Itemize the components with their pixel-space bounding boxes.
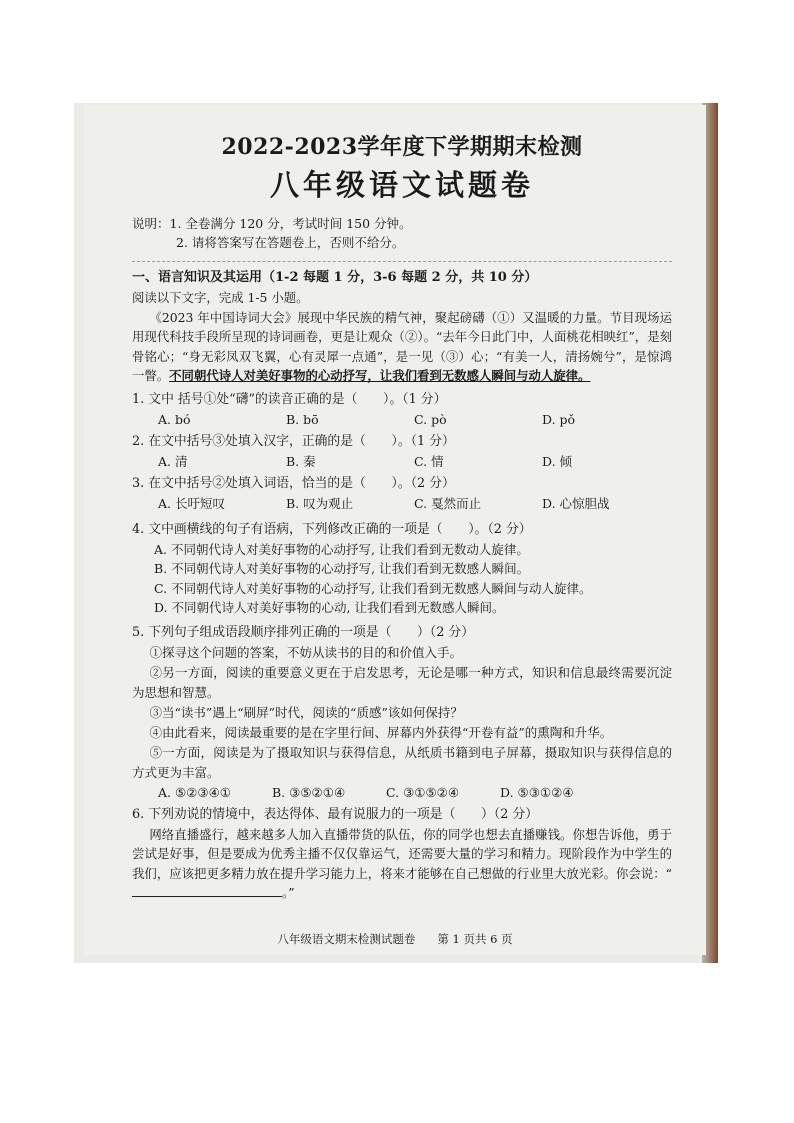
- instruction-1: 1. 全卷满分 120 分，考试时间 150 分钟。: [169, 216, 412, 231]
- question-2-stem: 2. 在文中括号③处填入汉字，正确的是（ ）。（1 分）: [132, 433, 455, 449]
- question-5-stem: 5. 下列句子组成语段顺序排列正确的一项是（ ）（2 分）: [132, 624, 475, 640]
- option: A. 不同朝代诗人对美好事物的心动抒写, 让我们看到无数动人旋律。: [154, 541, 529, 557]
- option: A. ⑤②③④①: [158, 784, 232, 800]
- sentence: ④由此看来，阅读最重要的是在字里行间、屏幕内外获得“开卷有益”的熏陶和升华。: [149, 724, 613, 740]
- question-2-options: [132, 452, 672, 472]
- section-heading: 一、语言知识及其运用（1-2 每题 1 分，3-6 每题 2 分，共 10 分）: [132, 270, 538, 285]
- sentence: ③当“读书”遇上“刷屏”时代，阅读的“质感”该如何保持？: [149, 704, 463, 720]
- option: A. 长吁短叹: [158, 495, 225, 511]
- option: B. 叹为观止: [286, 495, 354, 511]
- reading-passage: [132, 308, 672, 386]
- question-5-options: [132, 783, 672, 803]
- question-6-context: [132, 825, 672, 903]
- photo-frame: [74, 103, 718, 963]
- question-3-options: [132, 494, 672, 514]
- sentence: ②另一方面，阅读的重要意义更在于启发思考，无论是哪一种方式，知识和信息最终需要沉淀为思想和智慧。: [132, 664, 672, 700]
- option: C. 不同朝代诗人对美好事物的心动抒写, 让我们看到无数感人瞬间与动人旋律。: [154, 580, 592, 596]
- sentence: ①探寻这个问题的答案，不妨从读书的目的和价值入手。: [149, 644, 463, 660]
- instructions-block: [132, 214, 672, 252]
- question-5-sentences: [132, 643, 672, 783]
- option: B. bō: [286, 411, 319, 427]
- footer-exam-name: 八年级语文期末检测试题卷: [277, 932, 416, 946]
- exam-content: [132, 130, 672, 903]
- option: D. ⑤③①②④: [500, 784, 574, 800]
- passage-text: 《2023 年中国诗词大会》展现中华民族的精气神，聚起磅礴（①）又温暖的力量。节目现场运用现代科技手段所呈现的诗词画卷，更是让观众（②）。“去年今日此门中，人面桃花相映红”，是刻骨铭心；“身无彩凤双飞翼，心有灵犀一点通”，是一见（③）心；“有美一人，清扬婉兮”，是惊鸿一瞥。: [132, 309, 672, 383]
- passage-underlined-sentence: 不同朝代诗人对美好事物的心动抒写，让我们看到无数感人瞬间与动人旋律。: [169, 368, 591, 383]
- option: D. 倾: [542, 453, 573, 469]
- option: B. 秦: [286, 453, 316, 469]
- option: C. 情: [414, 453, 444, 469]
- question-1-options: [132, 410, 672, 430]
- option: B. ③⑤②①④: [272, 784, 346, 800]
- question-1-stem: 1. 文中 括号①处“礴”的读音正确的是（ ）。（1 分）: [132, 391, 447, 407]
- instruction-2: 2. 请将答案写在答题卷上，否则不给分。: [176, 235, 405, 250]
- option: C. 戛然而止: [414, 495, 482, 511]
- option: D. pǒ: [542, 411, 576, 427]
- exam-title-line2: 八年级语文试题卷: [269, 168, 534, 202]
- option: D. 不同朝代诗人对美好事物的心动, 让我们看到无数感人瞬间。: [154, 600, 505, 615]
- option: C. ③①⑤②④: [386, 784, 460, 800]
- section-instruction: 阅读以下文字，完成 1-5 小题。: [132, 290, 309, 305]
- option: A. 清: [158, 453, 188, 469]
- option: D. 心惊胆战: [542, 495, 610, 511]
- question-3-stem: 3. 在文中括号②处填入词语，恰当的是（ ）。（2 分）: [132, 475, 455, 491]
- exam-page: [84, 105, 706, 955]
- question-4-stem: 4. 文中画横线的句子有语病，下列修改正确的一项是（ ）。（2 分）: [132, 521, 532, 537]
- option: B. 不同朝代诗人对美好事物的心动抒写, 让我们看到无数感人瞬间。: [154, 561, 530, 576]
- option: A. bó: [158, 411, 191, 427]
- context-text: 网络直播盛行，越来越多人加入直播带货的队伍，你的同学也想去直播赚钱。你想告诉他，勇于尝试是好事，但是要成为优秀主播不仅仅靠运气，还需要大量的学习和精力。现阶段作为中学生的我们，应该把更多精力放在提升学习能力上，将来才能够在自己想做的行业里大放光彩。你会说：“: [132, 826, 672, 881]
- option: C. pò: [414, 411, 447, 427]
- sentence: ⑤一方面，阅读是为了摄取知识与获得信息，从纸质书籍到电子屏幕，摄取知识与获得信息的方式更为丰富。: [132, 744, 672, 780]
- question-4-options: [132, 540, 672, 618]
- exam-title-line1: 2022-2023学年度下学期期末检测: [221, 134, 583, 160]
- divider: [132, 261, 672, 262]
- instructions-label: 说明：: [132, 216, 170, 231]
- answer-blank: [132, 884, 282, 897]
- page-footer: [84, 931, 706, 947]
- footer-page-number: 第 1 页共 6 页: [437, 932, 513, 946]
- question-6-stem: 6. 下列劝说的情境中，表达得体、最有说服力的一项是（ ）（2 分）: [132, 806, 538, 822]
- context-closing: 。”: [282, 885, 295, 900]
